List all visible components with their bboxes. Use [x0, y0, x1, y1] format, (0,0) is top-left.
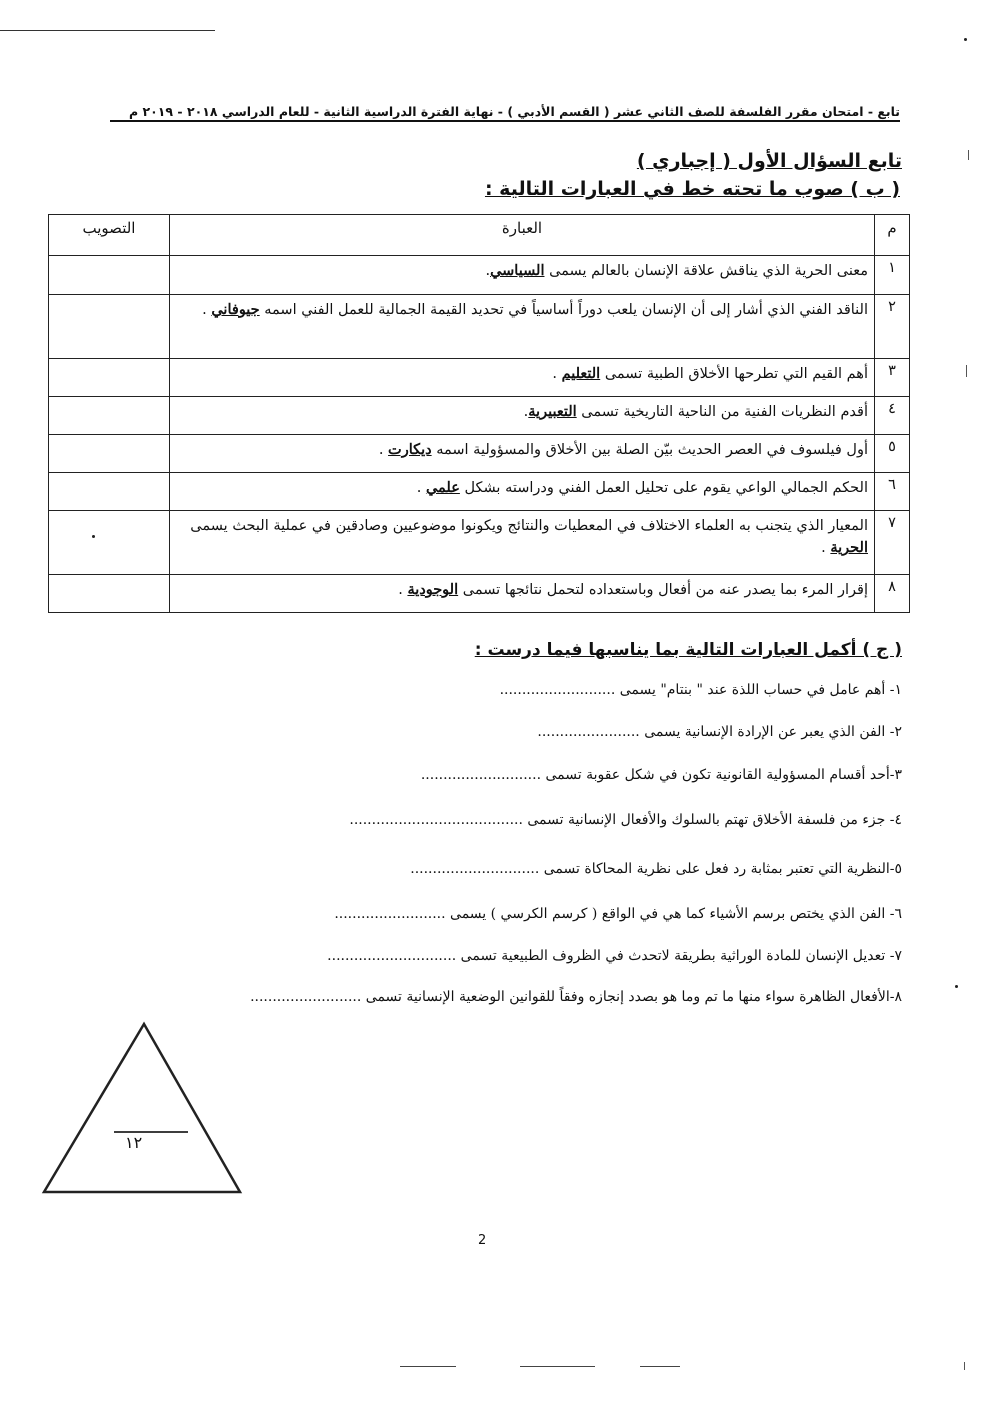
scan-speck [955, 985, 958, 988]
scan-speck [964, 38, 967, 41]
correction-cell[interactable] [49, 359, 170, 397]
row-num: ٨ [875, 575, 910, 613]
row-num: ١ [875, 256, 910, 295]
row-num: ٢ [875, 295, 910, 359]
scan-speck [92, 535, 95, 538]
correction-cell[interactable] [49, 295, 170, 359]
row-statement: الناقد الفني الذي أشار إلى أن الإنسان يلعب دوراً أساسياً في تحديد القيمة الجمالية للعمل الفني اسمه جيوفاني . [170, 295, 875, 359]
correction-cell[interactable] [49, 397, 170, 435]
table-row [49, 435, 910, 473]
underlined-term: ديكارت [388, 441, 432, 458]
page-number: 2 [478, 1233, 487, 1248]
completion-item[interactable]: ١- أهم عامل في حساب اللذة عند " بنتام" يسمى .......................... [499, 682, 902, 698]
correction-cell[interactable] [49, 256, 170, 295]
exam-header: تابع - امتحان مقرر الفلسفة للصف الثاني عشر ( القسم الأدبي ) - نهاية الفترة الدراسية الثانية - للعام الدراسي ٢٠١٨ - ٢٠١٩ م [110, 104, 900, 122]
table-row [49, 295, 910, 359]
part-c-title: ( ج ) أكمل العبارات التالية بما يناسبها فيما درست : [474, 640, 902, 660]
completion-item[interactable]: ٤- جزء من فلسفة الأخلاق تهتم بالسلوك والأفعال الإنسانية تسمى ....................................... [349, 812, 902, 828]
table-row [49, 473, 910, 511]
bottom-rule [400, 1366, 456, 1367]
row-num: ٤ [875, 397, 910, 435]
table-row [49, 397, 910, 435]
row-statement: إقرار المرء بما يصدر عنه من أفعال وباستعداده لتحمل نتائجها تسمى الوجودية . [170, 575, 875, 613]
row-num: ٣ [875, 359, 910, 397]
row-num: ٦ [875, 473, 910, 511]
row-statement: أول فيلسوف في العصر الحديث بيّن الصلة بين الأخلاق والمسؤولية اسمه ديكارت . [170, 435, 875, 473]
correction-cell[interactable] [49, 435, 170, 473]
underlined-term: جيوفاني [211, 301, 260, 318]
completion-item[interactable]: ٦- الفن الذي يختص برسم الأشياء كما هي في الواقع ( كرسم الكرسي ) يسمى ......................... [334, 906, 902, 922]
question1-title: تابع السؤال الأول ( إجباري ) [636, 150, 902, 172]
margin-mark [964, 1362, 965, 1370]
table-row [49, 511, 910, 575]
underlined-term: الحرية [830, 539, 868, 557]
correction-cell[interactable] [49, 473, 170, 511]
row-statement: المعيار الذي يتجنب به العلماء الاختلاف في المعطيات والنتائج ويكونوا موضوعيين وصادقين في عملية البحث يسمى الحرية . [170, 511, 875, 575]
correction-cell[interactable] [49, 575, 170, 613]
header-statement: العبارة [170, 215, 875, 256]
margin-mark [966, 365, 967, 377]
table-header-row [49, 215, 910, 256]
row-statement: أهم القيم التي تطرحها الأخلاق الطبية تسمى التعليم . [170, 359, 875, 397]
header-correction: التصويب [49, 215, 170, 256]
header-num: م [875, 215, 910, 256]
statements-table [48, 214, 910, 613]
completion-item[interactable]: ٣-أحد أقسام المسؤولية القانونية تكون في شكل عقوبة تسمى ........................... [420, 767, 902, 783]
score-label: ١٢ [125, 1133, 143, 1152]
triangle-outline [44, 1024, 240, 1192]
row-num: ٧ [875, 511, 910, 575]
completion-item[interactable]: ٧- تعديل الإنسان للمادة الوراثية بطريقة لاتحدث في الظروف الطبيعية تسمى ............................. [327, 948, 902, 964]
row-statement: أقدم النظريات الفنية من الناحية التاريخية تسمى التعبيرية. [170, 397, 875, 435]
underlined-term: علمي [425, 479, 460, 496]
table-row [49, 256, 910, 295]
part-b-title: ( ب ) صوب ما تحته خط في العبارات التالية : [484, 178, 900, 200]
correction-cell[interactable] [49, 511, 170, 575]
completion-item[interactable]: ٨-الأفعال الظاهرة سواء منها ما تم وما هو بصدد إنجازه وفقاً للقوانين الوضعية الإنسانية تسمى ......................... [250, 989, 902, 1005]
bottom-rule [520, 1366, 595, 1367]
table-row [49, 359, 910, 397]
completion-item[interactable]: ٥-النظرية التي تعتبر بمثابة رد فعل على نظرية المحاكاة تسمى ............................. [410, 861, 902, 877]
margin-mark [968, 150, 969, 160]
row-num: ٥ [875, 435, 910, 473]
underlined-term: السياسي [490, 262, 545, 279]
top-rule [0, 30, 215, 31]
row-statement: الحكم الجمالي الواعي يقوم على تحليل العمل الفني ودراسته بشكل علمي . [170, 473, 875, 511]
completion-item[interactable]: ٢- الفن الذي يعبر عن الإرادة الإنسانية يسمى ....................... [537, 724, 902, 740]
underlined-term: التعليم [561, 365, 601, 382]
bottom-rule [640, 1366, 680, 1367]
underlined-term: الوجودية [407, 581, 459, 598]
table-row [49, 575, 910, 613]
score-triangle [40, 1020, 246, 1196]
underlined-term: التعبيرية [528, 403, 577, 420]
row-statement: معنى الحرية الذي يناقش علاقة الإنسان بالعالم يسمى السياسي. [170, 256, 875, 295]
